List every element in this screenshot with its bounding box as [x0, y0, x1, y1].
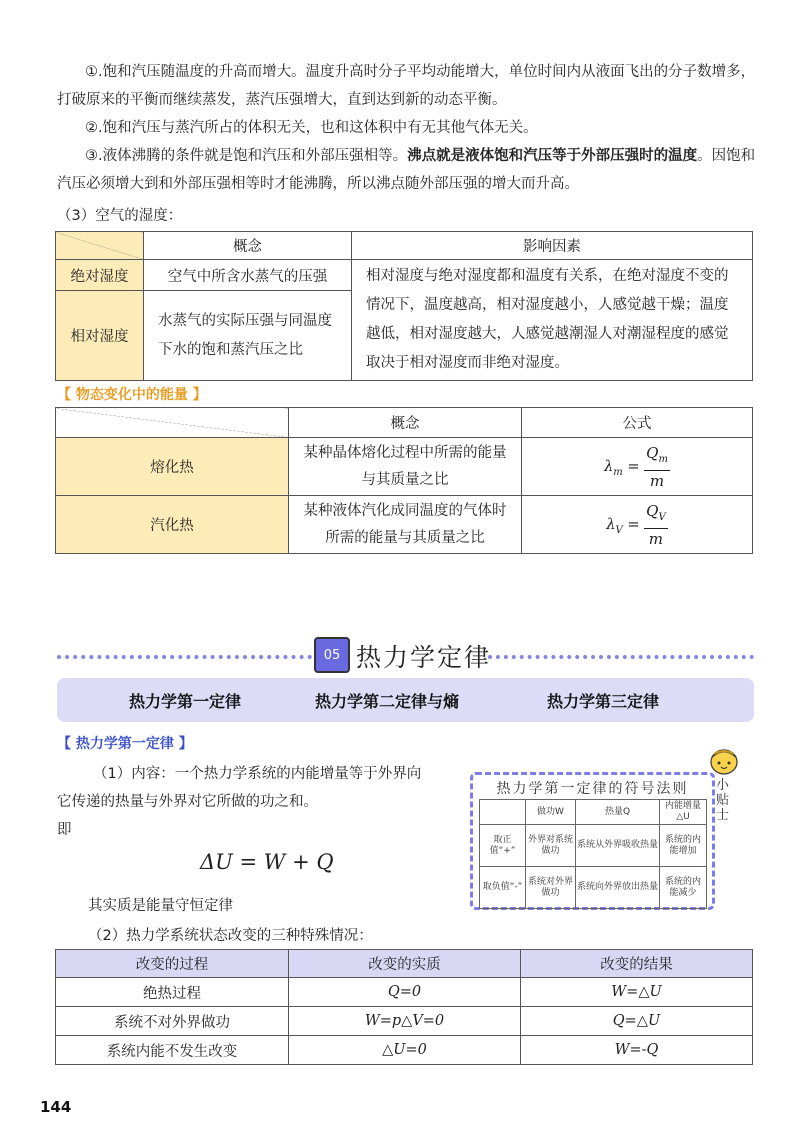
divider-left [57, 655, 312, 659]
divider-right [488, 655, 754, 659]
chapter-number-badge: 05 [314, 637, 350, 673]
tip-cell: 取正值“+” [480, 825, 526, 867]
mascot-icon [708, 744, 740, 776]
cases-table [55, 949, 753, 1065]
row-name: 熔化热 [56, 438, 289, 496]
cases-cell: 系统内能不发生改变 [56, 1036, 289, 1065]
cases-header: 改变的结果 [521, 950, 753, 978]
ji-label: 即 [57, 822, 72, 838]
chapter-title: 热力学定律 [356, 643, 492, 672]
humidity-heading: （3）空气的湿度： [57, 208, 183, 224]
formula-melting: $\lambda_m$ = $\frac{Q_m}{m}$ [522, 438, 753, 496]
tip-cell: 系统从外界吸收热量 [576, 825, 660, 867]
tip-table [479, 799, 707, 909]
sign-convention-tip [470, 772, 715, 910]
diag-cell [56, 408, 289, 438]
tip-side-label: 小贴士 [716, 778, 730, 823]
header-concept: 概念 [144, 232, 352, 260]
topic-tab-bar [57, 678, 754, 722]
formula-vaporization: $\lambda_V$ = $\frac{Q_V}{m}$ [522, 496, 753, 554]
tip-title: 热力学第一定律的符号法则 [496, 781, 689, 797]
row-concept: 空气中所含水蒸气的压强 [144, 260, 352, 291]
tip-cell: 系统向外界放出热量 [576, 867, 660, 909]
tip-header [480, 800, 526, 825]
cases-cell: Q=0 [289, 978, 521, 1007]
paragraph-boiling: ③.液体沸腾的条件就是饱和汽压和外部压强相等。沸点就是液体饱和汽压等于外部压强时的温度。因饱和汽压必须增大到和外部压强相等时才能沸腾，所以沸点随外部压强的增大而升高。 [57, 148, 756, 192]
cases-header: 改变的过程 [56, 950, 289, 978]
first-law-essence: 其实质是能量守恒定律 [88, 898, 233, 914]
tab-third-law[interactable]: 热力学第三定律 [547, 691, 660, 711]
factor-cell: 相对湿度与绝对湿度都和温度有关系，在绝对湿度不变的情况下，温度越高，相对湿度越小，人感觉越干燥；温度越低，相对湿度越大，人感觉越潮湿人对潮湿程度的感觉取决于相对湿度而非绝对湿度。 [352, 260, 753, 381]
row-concept: 某种晶体熔化过程中所需的能量与其质量之比 [289, 438, 522, 496]
cases-cell: W=△U [521, 978, 753, 1007]
cases-cell: △U=0 [289, 1036, 521, 1065]
energy-table [55, 407, 753, 554]
three-cases-heading: （2）热力学系统状态改变的三种特殊情况： [88, 928, 373, 944]
tip-header: 热量Q [576, 800, 660, 825]
tip-cell: 系统的内能减少 [660, 867, 707, 909]
tip-cell: 取负值“-” [480, 867, 526, 909]
row-name: 汽化热 [56, 496, 289, 554]
row-name: 相对湿度 [56, 291, 144, 381]
first-law-tag: 【 热力学第一定律 】 [57, 736, 193, 752]
row-concept: 某种液体汽化成同温度的气体时所需的能量与其质量之比 [289, 496, 522, 554]
cases-cell: W=-Q [521, 1036, 753, 1065]
tip-cell: 系统的内能增加 [660, 825, 707, 867]
tip-header: 内能增量△U [660, 800, 707, 825]
energy-section-tag: 【 物态变化中的能量 】 [57, 387, 207, 403]
paragraph-saturation-2: ②.饱和汽压与蒸汽所占的体积无关，也和这体积中有无其他气体无关。 [85, 120, 538, 136]
tip-header: 做功W [526, 800, 576, 825]
cases-cell: 绝热过程 [56, 978, 289, 1007]
tip-cell: 外界对系统做功 [526, 825, 576, 867]
first-law-content-2: 它传递的热量与外界对它所做的功之和。 [57, 794, 318, 810]
cases-cell: 系统不对外界做功 [56, 1007, 289, 1036]
row-name: 绝对湿度 [56, 260, 144, 291]
humidity-table [55, 231, 753, 381]
cases-header: 改变的实质 [289, 950, 521, 978]
header-concept: 概念 [289, 408, 522, 438]
header-factor: 影响因素 [352, 232, 753, 260]
cases-cell: W=p△V=0 [289, 1007, 521, 1036]
tab-first-law[interactable]: 热力学第一定律 [129, 691, 242, 711]
first-law-formula: ΔU = W + Q [200, 850, 334, 874]
paragraph-saturation-1: ①.饱和汽压随温度的升高而增大。温度升高时分子平均动能增大，单位时间内从液面飞出的分子数增多，打破原来的平衡而继续蒸发，蒸汽压强增大，直到达到新的动态平衡。 [57, 64, 756, 108]
diag-cell [56, 232, 144, 260]
page-number: 144 [40, 1098, 72, 1116]
tip-cell: 系统对外界做功 [526, 867, 576, 909]
header-formula: 公式 [522, 408, 753, 438]
first-law-content-1: （1）内容：一个热力学系统的内能增量等于外界向 [93, 766, 422, 782]
tab-second-law[interactable]: 热力学第二定律与熵 [315, 691, 460, 711]
cases-cell: Q=△U [521, 1007, 753, 1036]
row-concept: 水蒸气的实际压强与同温度下水的饱和蒸汽压之比 [144, 291, 352, 381]
